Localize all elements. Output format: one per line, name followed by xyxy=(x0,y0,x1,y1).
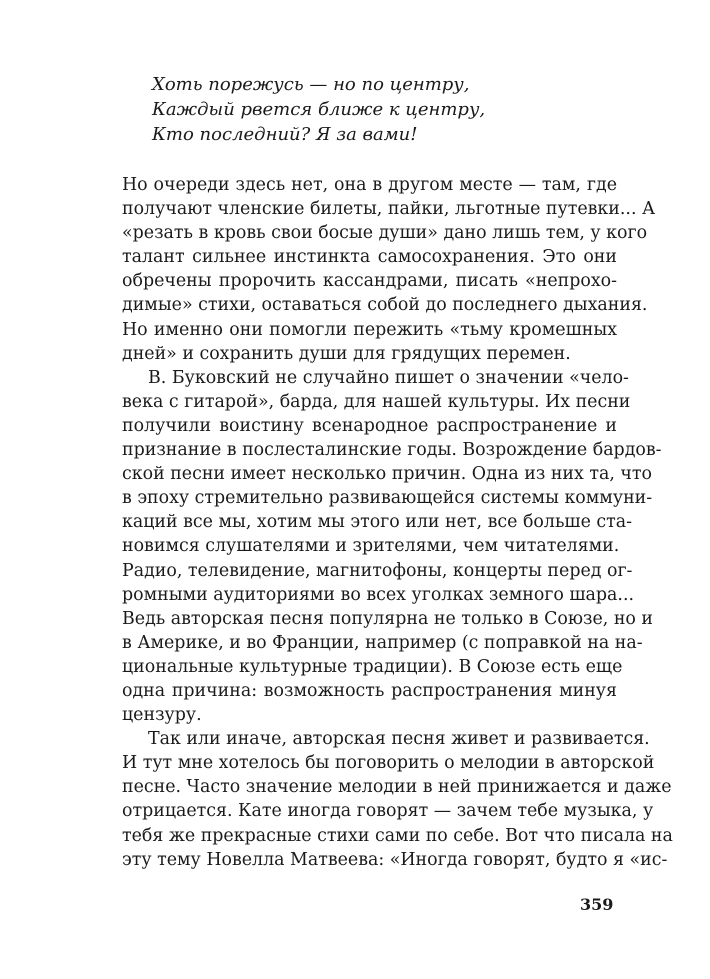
text-line: песне. Часто значение мелодии в ней принижается и даже xyxy=(122,777,672,798)
text-line: ромными аудиториями во всех уголках земного шара... xyxy=(122,584,635,605)
text-line: Но очереди здесь нет, она в другом месте — там, где xyxy=(122,175,617,195)
text-line: Ведь авторская песня популярна не только в Союзе, но и xyxy=(122,608,654,629)
text-line: получили воистину всенародное распространение и xyxy=(122,415,617,436)
text-line: признание в послесталинские годы. Возрождение бардов- xyxy=(122,440,662,461)
text-line: в Америке, и во Франции, например (с поправкой на на- xyxy=(122,632,643,653)
verse-quote xyxy=(152,72,485,147)
text-line: тебя же прекрасные стихи сами по себе. Вот что писала на xyxy=(122,825,673,846)
text-line: цензуру. xyxy=(122,705,202,726)
text-line: эту тему Новелла Матвеева: «Иногда говорят, будто я «ис- xyxy=(122,849,668,870)
text-line: каций все мы, хотим мы этого или нет, все больше ста- xyxy=(122,512,633,533)
verse-line: Кто последний? Я за вами! xyxy=(152,124,418,145)
text-line: Так или иначе, авторская песня живет и развивается. xyxy=(148,729,650,750)
text-line: димые» стихи, оставаться собой до последнего дыхания. xyxy=(122,295,648,316)
verse-line: Хоть порежусь — но по центру, xyxy=(152,74,470,95)
body-text xyxy=(122,173,673,872)
text-line: Радио, телевидение, магнитофоны, концерты перед ог- xyxy=(122,560,633,581)
text-line: одна причина: возможность распространения минуя xyxy=(122,680,617,701)
text-line: ской песни имеет несколько причин. Одна из них та, что xyxy=(122,464,652,485)
text-line: обречены пророчить кассандрами, писать «непрохо- xyxy=(122,271,617,292)
page-number: 359 xyxy=(580,895,614,914)
text-line: И тут мне хотелось бы поговорить о мелодии в авторской xyxy=(122,753,655,774)
text-line: В. Буковский не случайно пишет о значении «чело- xyxy=(148,367,629,388)
text-line: дней» и сохранить души для грядущих перемен. xyxy=(122,343,571,364)
text-line: новимся слушателями и зрителями, чем читателями. xyxy=(122,536,620,557)
text-line: в эпоху стремительно развивающейся системы коммуни- xyxy=(122,488,653,509)
text-line: получают членские билеты, пайки, льготные путевки... А xyxy=(122,199,656,220)
text-line: талант сильнее инстинкта самосохранения. Это они xyxy=(122,247,617,268)
text-line: века с гитарой», барда, для нашей культуры. Их песни xyxy=(122,391,631,412)
text-line: отрицается. Кате иногда говорят — зачем тебе музыка, у xyxy=(122,801,654,822)
text-line: циональные культурные традиции). В Союзе есть еще xyxy=(122,656,623,677)
text-line: «резать в кровь свои босые души» дано лишь тем, у кого xyxy=(122,223,648,244)
text-line: Но именно они помогли пережить «тьму кромешных xyxy=(122,319,617,340)
verse-line: Каждый рвется ближе к центру, xyxy=(152,99,486,120)
